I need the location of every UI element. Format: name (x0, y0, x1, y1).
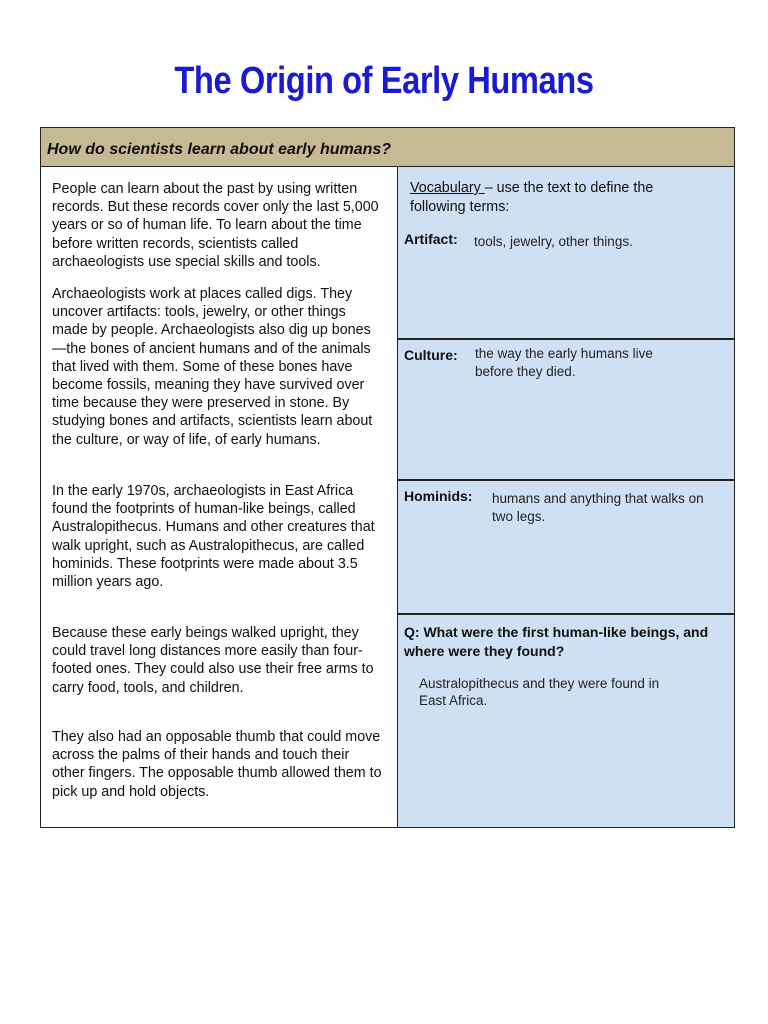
passage-paragraph: In the early 1970s, archaeologists in East Africa found the footprints of human-like beings, called Australopithecus. Humans and other creatures that walk upright, such as Australopithecus, are called hominids. These footprints were made about 3.5 million years ago. (52, 483, 375, 591)
vocab-cell-artifact (398, 167, 734, 340)
vocab-cell-hominids (398, 481, 734, 615)
worksheet-table (40, 127, 735, 828)
vocab-answer-culture[interactable]: the way the early humans live before they died. (475, 346, 653, 379)
vocab-answer-artifact[interactable]: tools, jewelry, other things. (474, 234, 633, 249)
question-prompt: Q: What were the first human-like beings, and where were they found? (404, 624, 709, 659)
question-answer[interactable]: Australopithecus and they were found in East Africa. (419, 676, 660, 708)
passage-paragraph: Because these early beings walked upright, they could travel long distances more easily than four-footed ones. They could also use their free arms to carry food, tools, and children. (52, 625, 374, 696)
question-header-text: How do scientists learn about early humans? (47, 141, 392, 158)
question-cell (398, 615, 734, 827)
vocab-answer-hominids[interactable]: humans and anything that walks on two legs. (492, 491, 704, 524)
vocab-instructions (410, 179, 710, 217)
vocabulary-panel (398, 167, 734, 827)
vocab-term-artifact: Artifact: (404, 231, 458, 247)
vocab-term-hominids: Hominids: (404, 488, 473, 504)
vocab-term-culture: Culture: (404, 347, 458, 363)
passage-paragraph: People can learn about the past by using written records. But these records cover only the last 5,000 years or so of human life. To learn about the time before written records, scientists called archaeologists use special skills and tools. (52, 181, 379, 270)
passage-paragraph: They also had an opposable thumb that could move across the palms of their hands and touch their other fingers. The opposable thumb allowed them to pick up and hold objects. (52, 729, 382, 800)
passage-paragraph: Archaeologists work at places called digs. They uncover artifacts: tools, jewelry, or other things made by people. Archaeologists also dig up bones—the bones of ancient humans and of the animals that lived with them. Some of these bones have become fossils, meaning they have survived over time because they were preserved in stone. By studying bones and artifacts, scientists learn about the culture, or way of life, of early humans. (52, 286, 373, 448)
page-title: The Origin of Early Humans (174, 60, 594, 102)
reading-passage (41, 167, 398, 827)
vocab-label: Vocabulary (410, 180, 485, 196)
vocab-instruction-text: – use the text to define the following terms: (410, 180, 654, 215)
vocab-cell-culture (398, 340, 734, 481)
question-header (41, 128, 734, 167)
